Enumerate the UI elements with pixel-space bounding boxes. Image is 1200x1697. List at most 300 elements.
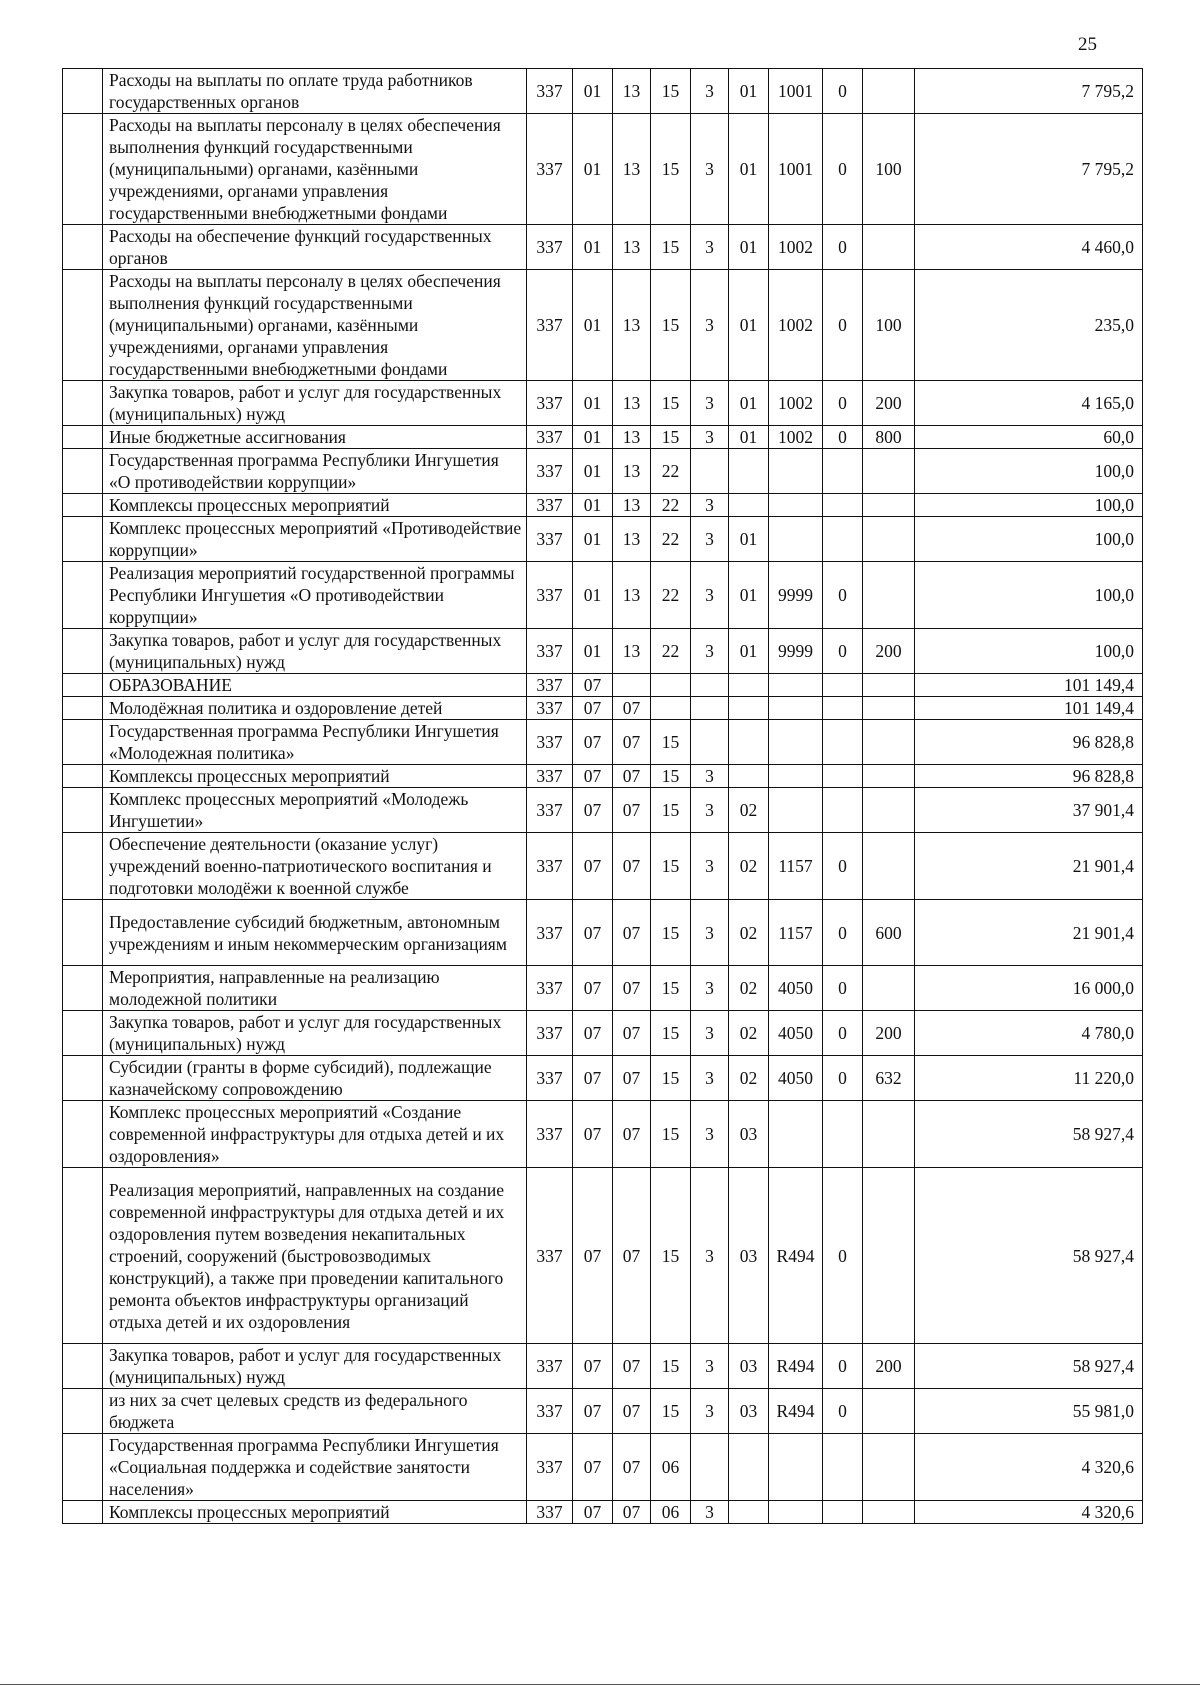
row-code-cell: 15 [651,426,691,449]
row-name-cell: Закупка товаров, работ и услуг для государственных (муниципальных) нужд [103,381,527,426]
row-sum-cell: 100,0 [915,494,1143,517]
row-code-cell: 0 [823,1389,863,1434]
row-code-cell: 07 [573,1011,613,1056]
row-name-cell: ОБРАЗОВАНИЕ [103,674,527,697]
row-code-cell: 15 [651,1344,691,1389]
row-code-cell: 0 [823,69,863,114]
row-code-cell: 07 [573,1344,613,1389]
row-empty-cell [63,69,103,114]
row-name-cell: Мероприятия, направленные на реализацию молодежной политики [103,966,527,1011]
row-code-cell [729,1501,769,1524]
row-name-cell: Государственная программа Республики Ингушетия «Молодежная политика» [103,720,527,765]
row-name-cell: Расходы на выплаты по оплате труда работников государственных органов [103,69,527,114]
row-code-cell: 07 [573,1168,613,1344]
row-code-cell: 07 [613,720,651,765]
row-code-cell: 0 [823,381,863,426]
row-code-cell [863,1389,915,1434]
table-row [63,69,1143,114]
table-row [63,225,1143,270]
row-sum-cell: 96 828,8 [915,765,1143,788]
row-code-cell [729,720,769,765]
row-empty-cell [63,426,103,449]
row-code-cell: 07 [573,1389,613,1434]
row-code-cell: 3 [691,1389,729,1434]
row-empty-cell [63,697,103,720]
bottom-rule [0,1684,1200,1685]
row-code-cell [613,674,651,697]
row-empty-cell [63,1389,103,1434]
row-empty-cell [63,1056,103,1101]
row-code-cell: 22 [651,449,691,494]
table-row [63,833,1143,900]
table-row [63,426,1143,449]
row-code-cell: 3 [691,494,729,517]
row-code-cell: 15 [651,270,691,381]
row-code-cell: 13 [613,449,651,494]
row-code-cell: 3 [691,1344,729,1389]
row-code-cell: 13 [613,69,651,114]
row-code-cell: 3 [691,562,729,629]
row-code-cell [863,1434,915,1501]
row-sum-cell: 16 000,0 [915,966,1143,1011]
row-code-cell: 02 [729,1056,769,1101]
row-code-cell: 15 [651,1168,691,1344]
row-code-cell: 01 [729,381,769,426]
row-code-cell [863,1501,915,1524]
row-empty-cell [63,449,103,494]
row-code-cell: 0 [823,1011,863,1056]
row-code-cell: 3 [691,517,729,562]
row-code-cell: 03 [729,1168,769,1344]
row-code-cell: 1157 [769,833,823,900]
row-code-cell: 337 [527,494,573,517]
row-code-cell: 13 [613,517,651,562]
row-code-cell [691,720,729,765]
row-code-cell: 337 [527,1501,573,1524]
row-sum-cell: 11 220,0 [915,1056,1143,1101]
row-sum-cell: 7 795,2 [915,114,1143,225]
row-code-cell [863,697,915,720]
row-empty-cell [63,381,103,426]
row-code-cell: 15 [651,1011,691,1056]
row-code-cell [769,1501,823,1524]
table-row [63,494,1143,517]
row-code-cell [691,1434,729,1501]
row-code-cell [823,1101,863,1168]
row-code-cell: 07 [613,1011,651,1056]
row-code-cell [863,833,915,900]
row-code-cell: 0 [823,562,863,629]
row-sum-cell: 37 901,4 [915,788,1143,833]
row-code-cell [769,494,823,517]
row-code-cell: 0 [823,833,863,900]
row-code-cell [769,765,823,788]
row-code-cell: 02 [729,833,769,900]
row-code-cell: 07 [613,1389,651,1434]
row-code-cell: 337 [527,225,573,270]
row-code-cell: 3 [691,270,729,381]
row-sum-cell: 4 460,0 [915,225,1143,270]
row-code-cell: 07 [573,1501,613,1524]
row-code-cell [729,765,769,788]
row-code-cell: 200 [863,1011,915,1056]
row-code-cell: 06 [651,1501,691,1524]
row-code-cell [769,449,823,494]
page-number: 25 [1078,34,1097,55]
row-empty-cell [63,1501,103,1524]
row-code-cell: 13 [613,629,651,674]
row-sum-cell: 96 828,8 [915,720,1143,765]
row-code-cell: 13 [613,381,651,426]
row-code-cell: 15 [651,788,691,833]
row-code-cell: 0 [823,900,863,966]
row-code-cell [863,1101,915,1168]
row-code-cell: 01 [573,426,613,449]
row-code-cell: 07 [613,765,651,788]
row-code-cell: 13 [613,225,651,270]
table-row [63,562,1143,629]
row-name-cell: Молодёжная политика и оздоровление детей [103,697,527,720]
row-sum-cell: 4 320,6 [915,1434,1143,1501]
row-code-cell: 0 [823,270,863,381]
row-empty-cell [63,562,103,629]
row-code-cell: 100 [863,270,915,381]
row-name-cell: Иные бюджетные ассигнования [103,426,527,449]
row-name-cell: Обеспечение деятельности (оказание услуг) учреждений военно-патриотического воспитания и подготовки молодёжи к военной службе [103,833,527,900]
table-body [63,69,1143,1524]
row-code-cell: 1002 [769,426,823,449]
row-code-cell: 15 [651,765,691,788]
row-code-cell: 15 [651,966,691,1011]
table-row [63,1168,1143,1344]
row-code-cell: 22 [651,517,691,562]
row-code-cell [691,697,729,720]
row-code-cell: 01 [729,270,769,381]
row-code-cell: 13 [613,114,651,225]
row-code-cell: 3 [691,381,729,426]
row-code-cell [863,225,915,270]
row-code-cell: 07 [613,1101,651,1168]
row-sum-cell: 21 901,4 [915,900,1143,966]
row-code-cell: 15 [651,1389,691,1434]
table-row [63,1056,1143,1101]
row-sum-cell: 58 927,4 [915,1101,1143,1168]
row-sum-cell: 4 780,0 [915,1011,1143,1056]
row-sum-cell: 58 927,4 [915,1168,1143,1344]
row-code-cell: 01 [729,562,769,629]
row-code-cell: 0 [823,1168,863,1344]
row-code-cell: 01 [573,114,613,225]
row-code-cell [823,697,863,720]
budget-table [62,68,1143,1524]
row-code-cell [729,494,769,517]
row-code-cell: 01 [573,449,613,494]
row-code-cell [691,449,729,494]
row-code-cell: 01 [573,225,613,270]
row-code-cell: 02 [729,788,769,833]
row-code-cell: 0 [823,966,863,1011]
table-row [63,966,1143,1011]
table-row [63,517,1143,562]
row-code-cell [729,697,769,720]
row-code-cell: 01 [729,426,769,449]
row-code-cell: 01 [573,629,613,674]
row-code-cell: 03 [729,1344,769,1389]
row-code-cell: 337 [527,1168,573,1344]
row-code-cell: 22 [651,494,691,517]
row-code-cell: 3 [691,900,729,966]
row-empty-cell [63,494,103,517]
row-name-cell: Расходы на обеспечение функций государственных органов [103,225,527,270]
row-code-cell: 13 [613,562,651,629]
row-code-cell: 200 [863,381,915,426]
row-code-cell: 22 [651,629,691,674]
row-code-cell [823,788,863,833]
row-name-cell: Комплексы процессных мероприятий [103,1501,527,1524]
row-code-cell [823,494,863,517]
row-code-cell: 15 [651,1101,691,1168]
row-code-cell: 01 [729,225,769,270]
row-code-cell: 07 [613,1056,651,1101]
row-code-cell: 0 [823,629,863,674]
row-code-cell: 200 [863,629,915,674]
row-code-cell: 01 [573,69,613,114]
row-code-cell [823,720,863,765]
row-code-cell: 3 [691,225,729,270]
row-sum-cell: 100,0 [915,517,1143,562]
row-code-cell: 15 [651,381,691,426]
row-code-cell: 15 [651,720,691,765]
row-code-cell: 07 [613,788,651,833]
table-row [63,1344,1143,1389]
row-code-cell: 07 [573,1056,613,1101]
row-code-cell: 01 [729,114,769,225]
table-row [63,1101,1143,1168]
row-code-cell: 337 [527,1434,573,1501]
row-code-cell: 337 [527,833,573,900]
row-code-cell: 22 [651,562,691,629]
row-empty-cell [63,765,103,788]
table-row [63,1389,1143,1434]
row-code-cell: 07 [613,697,651,720]
row-code-cell: 800 [863,426,915,449]
table-row [63,381,1143,426]
row-code-cell: 07 [613,1344,651,1389]
row-sum-cell: 100,0 [915,562,1143,629]
row-name-cell: Комплекс процессных мероприятий «Создание современной инфраструктуры для отдыха детей и их оздоровления» [103,1101,527,1168]
row-code-cell [769,517,823,562]
row-code-cell: 07 [613,833,651,900]
row-code-cell [769,720,823,765]
row-code-cell: 337 [527,114,573,225]
row-code-cell: 07 [573,697,613,720]
row-name-cell: Реализация мероприятий, направленных на создание современной инфраструктуры для отдыха детей и их оздоровления путем возведения некапитальных строений, сооружений (быстровозводимых конструкций), а также при проведении капитального ремонта объектов инфраструктуры организаций отдыха детей и их оздоровления [103,1168,527,1344]
table-row [63,449,1143,494]
row-name-cell: Закупка товаров, работ и услуг для государственных (муниципальных) нужд [103,629,527,674]
row-code-cell: 3 [691,765,729,788]
row-empty-cell [63,1344,103,1389]
row-code-cell: 3 [691,1501,729,1524]
row-name-cell: Реализация мероприятий государственной программы Республики Ингушетия «О противодействии коррупции» [103,562,527,629]
row-sum-cell: 58 927,4 [915,1344,1143,1389]
row-code-cell: 4050 [769,1011,823,1056]
row-code-cell [729,449,769,494]
row-code-cell: 02 [729,966,769,1011]
row-empty-cell [63,114,103,225]
row-code-cell: 3 [691,1168,729,1344]
row-code-cell [823,1501,863,1524]
row-code-cell: 03 [729,1389,769,1434]
row-code-cell: 02 [729,900,769,966]
row-code-cell: 3 [691,966,729,1011]
row-code-cell: 07 [613,1501,651,1524]
row-code-cell: 337 [527,69,573,114]
row-name-cell: Закупка товаров, работ и услуг для государственных (муниципальных) нужд [103,1344,527,1389]
row-code-cell [651,697,691,720]
row-code-cell: 02 [729,1011,769,1056]
row-code-cell [691,674,729,697]
row-sum-cell: 60,0 [915,426,1143,449]
row-code-cell: 337 [527,1011,573,1056]
row-code-cell [729,1434,769,1501]
row-code-cell: 01 [729,69,769,114]
row-code-cell: 337 [527,381,573,426]
row-sum-cell: 101 149,4 [915,697,1143,720]
row-code-cell: 3 [691,114,729,225]
row-sum-cell: 55 981,0 [915,1389,1143,1434]
row-code-cell [769,788,823,833]
row-code-cell: R494 [769,1344,823,1389]
row-code-cell: 337 [527,900,573,966]
row-code-cell: 3 [691,1101,729,1168]
row-code-cell [823,674,863,697]
row-code-cell: 01 [573,270,613,381]
row-empty-cell [63,720,103,765]
row-code-cell [863,449,915,494]
row-name-cell: Комплексы процессных мероприятий [103,494,527,517]
row-code-cell: 1001 [769,69,823,114]
row-code-cell: R494 [769,1168,823,1344]
table-row [63,1011,1143,1056]
row-code-cell: 632 [863,1056,915,1101]
row-code-cell: 01 [573,494,613,517]
row-code-cell [863,720,915,765]
row-sum-cell: 7 795,2 [915,69,1143,114]
row-code-cell [823,1434,863,1501]
row-code-cell: 13 [613,426,651,449]
row-code-cell: 3 [691,788,729,833]
row-sum-cell: 100,0 [915,449,1143,494]
row-code-cell: 03 [729,1101,769,1168]
table-row [63,697,1143,720]
row-code-cell: 337 [527,1344,573,1389]
row-code-cell [769,674,823,697]
row-code-cell: 3 [691,426,729,449]
row-code-cell: 07 [613,900,651,966]
row-name-cell: Государственная программа Республики Ингушетия «О противодействии коррупции» [103,449,527,494]
row-code-cell: 1157 [769,900,823,966]
row-empty-cell [63,1434,103,1501]
row-code-cell: 15 [651,69,691,114]
row-code-cell: 337 [527,1101,573,1168]
row-code-cell: 337 [527,449,573,494]
row-code-cell: 337 [527,426,573,449]
table-row [63,900,1143,966]
row-code-cell: 07 [573,788,613,833]
table-row [63,674,1143,697]
row-name-cell: Предоставление субсидий бюджетным, автономным учреждениям и иным некоммерческим организациям [103,900,527,966]
row-code-cell: 13 [613,270,651,381]
row-sum-cell: 4 165,0 [915,381,1143,426]
row-empty-cell [63,629,103,674]
row-empty-cell [63,900,103,966]
table-row [63,788,1143,833]
row-code-cell [729,674,769,697]
row-empty-cell [63,1101,103,1168]
row-code-cell [863,788,915,833]
row-code-cell: 337 [527,674,573,697]
row-code-cell: 07 [573,720,613,765]
row-code-cell [651,674,691,697]
table-row [63,1434,1143,1501]
row-code-cell: 15 [651,225,691,270]
row-code-cell [823,765,863,788]
row-empty-cell [63,788,103,833]
row-code-cell: 3 [691,1011,729,1056]
row-code-cell: 07 [613,1168,651,1344]
row-empty-cell [63,270,103,381]
row-code-cell: 15 [651,900,691,966]
row-code-cell: 9999 [769,629,823,674]
row-code-cell: 600 [863,900,915,966]
row-name-cell: Комплекс процессных мероприятий «Молодежь Ингушетии» [103,788,527,833]
row-empty-cell [63,517,103,562]
table-row [63,765,1143,788]
row-code-cell: 3 [691,833,729,900]
row-code-cell: 337 [527,720,573,765]
row-code-cell [863,966,915,1011]
row-sum-cell: 100,0 [915,629,1143,674]
row-code-cell: 3 [691,629,729,674]
row-code-cell: 337 [527,697,573,720]
row-code-cell: 337 [527,270,573,381]
row-code-cell [823,449,863,494]
row-empty-cell [63,1168,103,1344]
row-code-cell: 15 [651,1056,691,1101]
row-code-cell: 337 [527,765,573,788]
row-code-cell [769,1434,823,1501]
row-code-cell [863,1168,915,1344]
row-code-cell: 13 [613,494,651,517]
row-code-cell: 15 [651,833,691,900]
row-code-cell: 3 [691,69,729,114]
row-code-cell: 07 [573,674,613,697]
row-code-cell: 01 [729,629,769,674]
row-code-cell: 337 [527,517,573,562]
row-name-cell: Расходы на выплаты персоналу в целях обеспечения выполнения функций государственными (муниципальными) органами, казёнными учреждениями, органами управления государственными внебюджетными фондами [103,270,527,381]
row-code-cell: 9999 [769,562,823,629]
row-sum-cell: 4 320,6 [915,1501,1143,1524]
row-code-cell: 07 [573,900,613,966]
table-row [63,270,1143,381]
row-code-cell: 07 [573,1434,613,1501]
row-code-cell [863,494,915,517]
row-name-cell: из них за счет целевых средств из федерального бюджета [103,1389,527,1434]
row-code-cell: 07 [613,966,651,1011]
row-code-cell [863,674,915,697]
table-row [63,1501,1143,1524]
row-code-cell: 15 [651,114,691,225]
